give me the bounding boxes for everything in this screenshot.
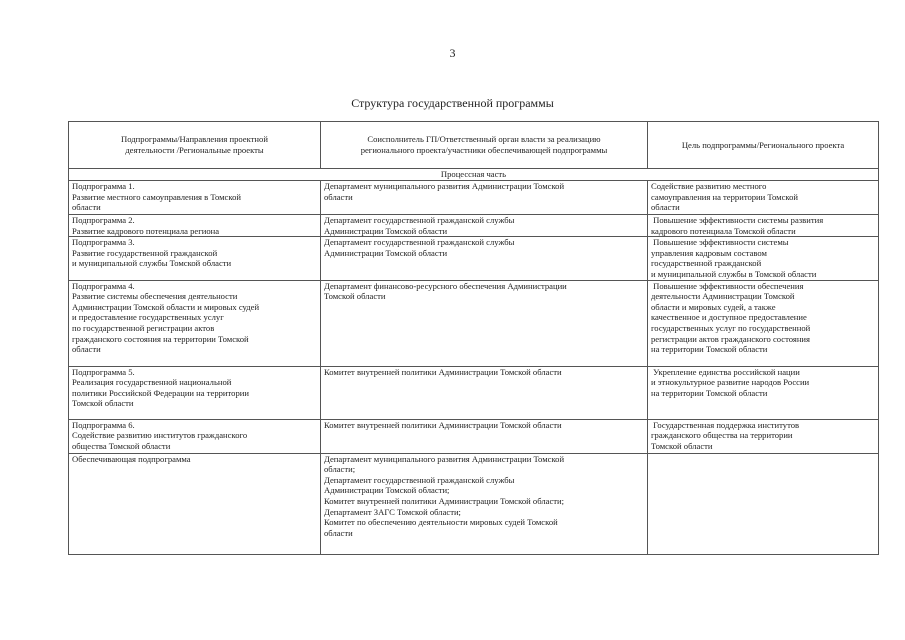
executor-line: Департамент муниципального развития Администрации Томской [324,453,565,464]
program-line: Подпрограмма 4. [72,280,135,291]
executor-line: Комитет внутренней политики Администрации Томской области [324,366,562,377]
program-line: Реализация государственной национальной [72,377,232,388]
executor-cell [321,181,648,215]
goal-line: и муниципальной службы в Томской области [651,268,817,279]
executor-cell [321,453,648,554]
table-row [69,181,879,215]
table-row [69,419,879,453]
goal-line: и этнокультурное развитие народов России [651,377,810,388]
program-line: и предоставление государственных услуг [72,312,224,323]
goal-cell [648,280,879,366]
program-line: общества Томской области [72,440,171,451]
goal-line: регистрации актов гражданского состояния [651,333,810,344]
executor-cell [321,280,648,366]
goal-line: Укрепление единства российской нации [651,366,800,377]
program-line: по государственной регистрации актов [72,322,215,333]
table-row [69,453,879,554]
program-line: и муниципальной службы Томской области [72,258,232,269]
program-line: Подпрограмма 1. [72,181,135,191]
executor-line: Департамент государственной гражданской службы [324,215,515,225]
goal-line: деятельности Администрации Томской [651,291,795,302]
executor-line: Томской области [324,291,386,302]
program-line: Развитие местного самоуправления в Томской [72,191,241,202]
executor-cell [321,419,648,453]
goal-line: государственных услуг по государственной [651,322,811,333]
executor-cell [321,215,648,237]
executor-line: Департамент государственной гражданской службы [324,474,515,485]
executor-line: Комитет внутренней политики Администрации Томской области [324,419,562,430]
header-line: регионального проекта/участники обеспечивающей подпрограммы [360,145,608,155]
program-line: Развитие государственной гражданской [72,247,218,258]
program-line: Обеспечивающая подпрограмма [72,453,191,464]
executor-line: области [324,191,353,202]
program-line: Подпрограмма 3. [72,237,135,248]
goal-line: Повышение эффективности системы [651,237,789,248]
executor-line: Комитет по обеспечению деятельности мировых судей Томской [324,517,558,528]
goal-line: области и мировых судей, а также [651,301,776,312]
goal-cell [648,237,879,280]
section-label: Процессная часть [69,169,879,181]
executor-line: Департамент государственной гражданской службы [324,237,515,248]
program-cell [69,366,321,419]
document-title: Структура государственной программы [351,96,554,110]
executor-line: Департамент муниципального развития Администрации Томской [324,181,565,191]
executor-line: Администрации Томской области; [324,485,450,496]
program-line: Подпрограмма 5. [72,366,135,377]
table-row [69,215,879,237]
executor-line: области; [324,464,356,475]
program-line: Содействие развитию институтов гражданского [72,430,248,441]
goal-line: кадрового потенциала Томской области [651,225,796,236]
table-row [69,237,879,280]
header-goal [648,122,879,169]
executor-line: Департамент ЗАГС Томской области; [324,506,461,517]
table-header-row [69,122,879,169]
program-line: гражданского состояния на территории Томской [72,333,249,344]
goal-cell [648,215,879,237]
goal-line: Содействие развитию местного [651,181,767,191]
program-line: области [72,202,101,213]
section-row [69,169,879,181]
goal-line: гражданского общества на территории [651,430,793,441]
page-number: 3 [449,46,456,60]
program-line: области [72,344,101,355]
goal-line: управления кадровым составом [651,247,767,258]
goal-line: качественное и доступное предоставление [651,312,807,323]
header-executor [321,122,648,169]
executor-line: Департамент финансово-ресурсного обеспечения Администрации [324,280,567,291]
executor-line: области [324,527,353,538]
goal-line: Повышение эффективности обеспечения [651,280,804,291]
program-cell [69,215,321,237]
table-row [69,366,879,419]
program-cell [69,419,321,453]
goal-line: Томской области [651,440,713,451]
header-line: Соисполнитель ГП/Ответственный орган власти за реализацию [367,134,601,145]
program-cell [69,181,321,215]
header-subprograms [69,122,321,169]
goal-line: Государственная поддержка институтов [651,419,800,430]
program-line: Томской области [72,398,134,409]
program-structure-table [68,121,879,555]
program-cell [69,237,321,280]
program-line: Развитие системы обеспечения деятельности [72,291,238,302]
goal-cell [648,181,879,215]
executor-line: Администрации Томской области [324,225,448,236]
goal-cell [648,366,879,419]
program-line: Подпрограмма 2. [72,215,135,225]
program-line: политики Российской Федерации на территории [72,387,249,398]
program-line: Развитие кадрового потенциала региона [72,225,220,236]
goal-cell [648,453,879,554]
goal-line: на территории Томской области [651,387,768,398]
header-line: Цель подпрограммы/Регионального проекта [681,139,845,150]
program-line: Администрации Томской области и мировых судей [72,301,260,312]
table-row [69,280,879,366]
goal-line: на территории Томской области [651,344,768,355]
executor-line: Администрации Томской области [324,247,448,258]
header-line: Подпрограммы/Направления проектной [121,134,268,145]
goal-line: самоуправления на территории Томской [651,191,799,202]
goal-line: государственной гражданской [651,258,762,269]
goal-line: Повышение эффективности системы развития [651,215,824,225]
program-cell [69,280,321,366]
executor-cell [321,366,648,419]
executor-line: Комитет внутренней политики Администрации Томской области; [324,495,565,506]
goal-cell [648,419,879,453]
goal-line: области [651,202,680,213]
header-line: деятельности /Региональные проекты [125,145,264,155]
executor-cell [321,237,648,280]
program-line: Подпрограмма 6. [72,419,135,430]
program-cell [69,453,321,554]
